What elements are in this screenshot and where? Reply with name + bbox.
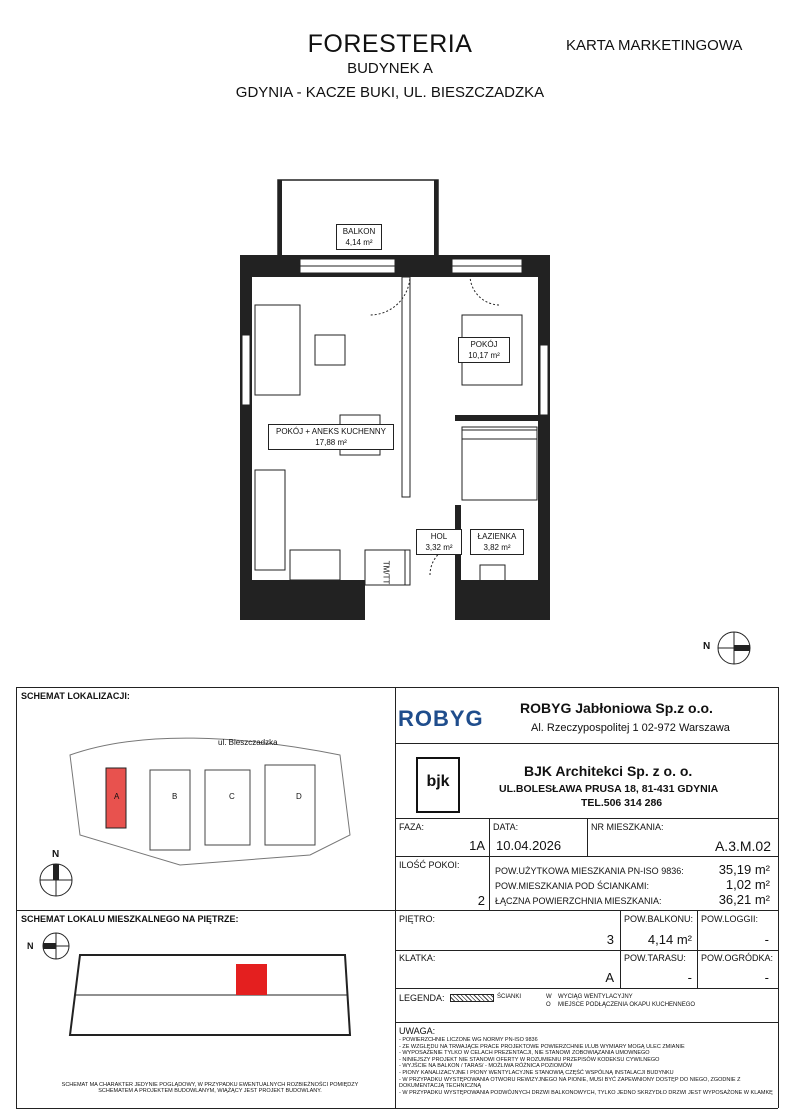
- terrace-label: POW.TARASU:: [624, 953, 686, 963]
- area-total-value: 36,21 m²: [718, 892, 770, 907]
- developer-address: Al. Rzeczypospolitej 1 02-972 Warszawa: [531, 722, 730, 734]
- note-item: - POWIERZCHNIE LICZONE WG NORMY PN-ISO 9836: [399, 1037, 538, 1043]
- room-bathroom: ŁAZIENKA 3,82 m²: [470, 529, 524, 555]
- riser-label: TM/TT: [381, 560, 391, 585]
- room-hall: HOL 3,32 m²: [416, 529, 462, 555]
- phase-value: 1A: [469, 838, 485, 853]
- area-usable-label: POW.UŻYTKOWA MIESZKANIA PN-ISO 9836:: [495, 866, 684, 876]
- architect-phone: TEL.506 314 286: [581, 797, 663, 809]
- location-compass: [36, 860, 76, 900]
- legend-vent-code: W: [546, 994, 552, 1000]
- architect-name: BJK Architekci Sp. z o. o.: [524, 763, 693, 779]
- balcony-label: POW.BALKONU:: [624, 914, 694, 924]
- robyg-logo: ROBYG: [398, 706, 484, 731]
- garden-value: -: [764, 970, 769, 985]
- floor-disclaimer: SCHEMAT MA CHARAKTER JEDYNIE POGLĄDOWY, W PRZYPADKU EWENTUALNYCH ROZBIEŻNOŚCI POMIĘDZY SCHEMATEM A PROJEKTEM BUDOWLANYM, WIĄŻĄCY JEST PROJEKT BUDOWLANY.: [61, 1082, 359, 1094]
- stair-label: KLATKA:: [399, 953, 436, 963]
- unit-value: A.3.M.02: [714, 838, 771, 854]
- bjk-logo-text: bjk: [426, 773, 450, 790]
- location-street: ul. Bieszczadzka: [218, 738, 278, 747]
- project-address: GDYNIA - KACZE BUKI, UL. BIESZCZADZKA: [235, 84, 545, 101]
- bjk-logo: [416, 757, 460, 813]
- garden-label: POW.OGRÓDKA:: [701, 953, 774, 963]
- note-item: - WYJŚCIE NA BALKON / TARAS/ - MOŻLIWA RÓŻNICA POZIOMÓW: [399, 1063, 573, 1070]
- plan-compass: [714, 628, 754, 668]
- area-slope-value: 1,02 m²: [725, 877, 770, 892]
- project-title: FORESTERIA: [307, 30, 473, 58]
- floor-plan: [230, 175, 560, 625]
- terrace-value: -: [687, 970, 692, 985]
- stair-value: A: [605, 970, 614, 985]
- notes-list: [399, 1037, 774, 1096]
- legend-hood: MIEJSCE PODŁĄCZENIA OKAPU KUCHENNEGO: [558, 1002, 696, 1008]
- notes-label: UWAGA:: [399, 1026, 436, 1036]
- room-living-kitchen: POKÓJ + ANEKS KUCHENNY 17,88 m²: [268, 424, 394, 450]
- location-compass-letter: N: [52, 849, 60, 860]
- legend-hood-code: O: [546, 1002, 551, 1008]
- legend-label: LEGENDA:: [399, 993, 445, 1003]
- rooms-label: ILOŚĆ POKOI:: [399, 860, 460, 870]
- date-value: 10.04.2026: [496, 838, 562, 853]
- legend-wall-swatch: [450, 994, 494, 1002]
- balcony-value: 4,14 m²: [647, 932, 692, 947]
- floor-compass-letter: N: [27, 941, 34, 951]
- note-item: - W PRZYPADKU WYSTĘPOWANIA OTWORU REWIZYJNEGO NA PIONIE, MUSI BYĆ ZAPEWNIONY DOSTĘP DO NIEGO, ZGODNIE Z DOKUMENTACJĄ TECHNICZNĄ: [399, 1076, 741, 1090]
- room-bedroom: POKÓJ 10,17 m²: [458, 337, 510, 363]
- building-a-label: A: [114, 792, 120, 801]
- legend-walls: ŚCIANKI: [497, 994, 522, 1000]
- building-c-label: C: [229, 792, 235, 801]
- card-type: KARTA MARKETINGOWA: [566, 37, 743, 54]
- developer-name: ROBYG Jabłoniowa Sp.z o.o.: [520, 700, 713, 716]
- note-item: - PIONY KANALIZACYJNE I PIONY WENTYLACYJNE STANOWIĄ CZĘŚĆ WSPÓLNĄ INSTALACJI BUDYNKU: [399, 1069, 674, 1076]
- location-heading: SCHEMAT LOKALIZACJI:: [21, 691, 130, 701]
- room-balcony: BALKON 4,14 m²: [336, 224, 382, 250]
- note-item: - NINIEJSZY PROJEKT NIE STANOWI OFERTY W ROZUMIENIU PRZEPISÓW KODEKSU CYWILNEGO: [399, 1056, 660, 1063]
- location-map: [60, 715, 360, 895]
- legend-vent: WYCIĄG WENTYLACYJNY: [558, 994, 633, 1000]
- note-item: - W PRZYPADKU WYSTĘPOWANIA PODWÓJNYCH DRZWI BALKONOWYCH, TYLKO JEDNO SKRZYDŁO DRZWI JEST WYPOSAŻONE W KLAMKĘ: [399, 1089, 773, 1096]
- note-item: - WYPOSAŻENIE TYLKO W CELACH PREZENTACJI, NIE STANOWI ZOBOWIĄZANIA UMOWNEGO: [399, 1050, 650, 1057]
- building-d-label: D: [296, 792, 302, 801]
- note-item: - ZE WZGLĘDU NA TRWAJĄCE PRACE PROJEKTOWE POWIERZCHNIE I/LUB WYMIARY MOGĄ ULEC ZMIANIE: [399, 1043, 685, 1050]
- area-total-label: ŁĄCZNA POWIERZCHNIA MIESZKANIA:: [495, 896, 662, 906]
- building-label: BUDYNEK A: [347, 60, 433, 77]
- date-label: DATA:: [493, 822, 519, 832]
- floor-scheme-map: [60, 950, 360, 1040]
- unit-label: NR MIESZKANIA:: [591, 822, 664, 832]
- area-usable-value: 35,19 m²: [718, 862, 770, 877]
- area-slope-label: POW.MIESZKANIA POD ŚCIANKAMI:: [495, 881, 650, 891]
- loggia-label: POW.LOGGII:: [701, 914, 759, 924]
- loggia-value: -: [764, 932, 769, 947]
- floor-label: PIĘTRO:: [399, 914, 436, 924]
- plan-compass-letter: N: [703, 641, 711, 652]
- phase-label: FAZA:: [399, 822, 425, 832]
- floor-scheme-heading: SCHEMAT LOKALU MIESZKALNEGO NA PIĘTRZE:: [21, 914, 239, 924]
- architect-address: UL.BOLESŁAWA PRUSA 18, 81-431 GDYNIA: [499, 783, 719, 795]
- floor-value: 3: [606, 932, 614, 947]
- rooms-value: 2: [477, 893, 485, 908]
- building-b-label: B: [172, 792, 178, 801]
